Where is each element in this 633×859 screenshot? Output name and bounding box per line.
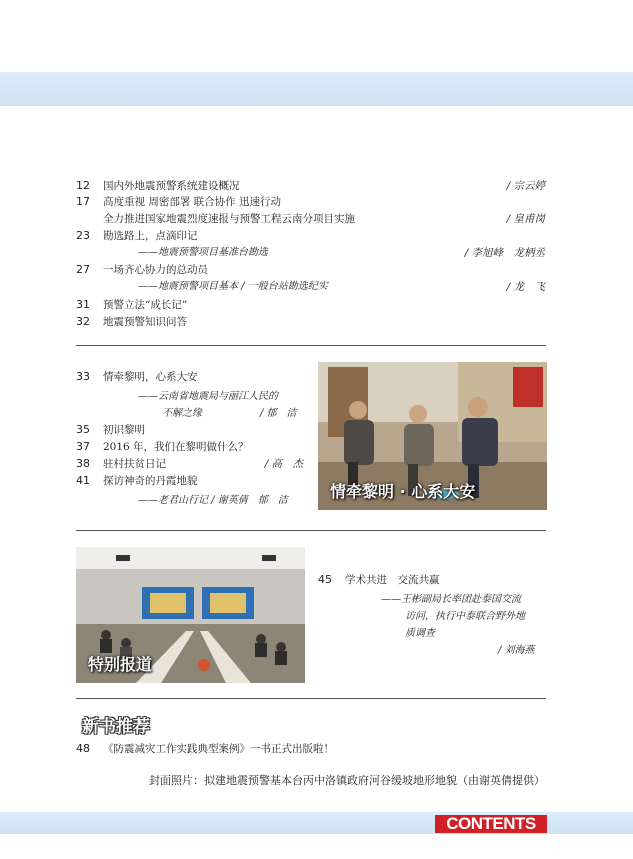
section-divider	[76, 530, 546, 531]
page-number: 23	[76, 229, 90, 242]
article-subtitle: ——地震预警项目基本 / 一般台站勘选纪实	[138, 281, 328, 292]
article-title: 驻村扶贫日记	[103, 458, 166, 470]
toc-item[interactable]	[76, 296, 545, 314]
toc-item[interactable]	[76, 368, 303, 386]
section-divider	[76, 698, 546, 699]
article-subtitle: ——云南省地震局与丽江人民的	[138, 391, 278, 402]
photo-caption: 特别报道	[88, 655, 153, 674]
page-number: 37	[76, 440, 90, 453]
toc-item-continued[interactable]	[76, 210, 545, 228]
toc-item-subtitle[interactable]	[76, 244, 545, 262]
page-number: 38	[76, 457, 90, 470]
page-number: 32	[76, 315, 90, 328]
contents-label: CONTENTS	[435, 815, 547, 833]
article-title: 勘选路上，点滴印记	[103, 230, 198, 242]
new-books-heading: 新书推荐	[82, 717, 150, 737]
article-author: / 皇甫岗	[506, 213, 545, 225]
article-author: / 李旭峰 龙柄丞	[464, 247, 545, 259]
cover-photo-note: 封面照片：拟建地震预警基本台丙中洛镇政府河谷缓坡地形地貌（由谢英倩提供）	[149, 774, 545, 787]
article-title: 高度重视 周密部署 联合协作 迅速行动	[103, 196, 282, 208]
photo-caption: 情牵黎明 · 心系大安	[330, 482, 476, 501]
article-author: / 宗云婷	[506, 180, 545, 192]
photo-village-visit	[318, 362, 547, 510]
article-author: / 龙 飞	[506, 281, 545, 293]
article-title: 情牵黎明，心系大安	[103, 371, 198, 383]
article-title: 预警立法“成长记”	[103, 299, 188, 311]
toc-item[interactable]	[76, 472, 303, 490]
article-title: 2016 年，我们在黎明做什么？	[103, 441, 249, 453]
article-subtitle-cont: 不解之缘	[162, 408, 202, 419]
page-number: 35	[76, 423, 90, 436]
article-subtitle-cont: 质调查	[405, 628, 435, 639]
photo-meeting-room	[76, 547, 305, 683]
article-title: 一场齐心协力的总动员	[103, 264, 208, 276]
article-title: 国内外地震预警系统建设概况	[103, 180, 240, 192]
toc-item[interactable]	[318, 571, 545, 589]
article-subtitle: ——王彬副局长率团赴泰国交流	[381, 594, 521, 605]
article-author: / 刘海燕	[498, 645, 535, 656]
page-number: 33	[76, 370, 90, 383]
article-title: 全力推进国家地震烈度速报与预警工程云南分项目实施	[103, 213, 355, 225]
toc-item[interactable]	[76, 313, 545, 331]
article-title: 地震预警知识问答	[103, 316, 187, 328]
toc-item[interactable]	[76, 455, 303, 473]
article-author: / 郁 洁	[260, 408, 297, 419]
toc-item[interactable]	[76, 261, 545, 279]
article-title: 《防震减灾工作实践典型案例》一书正式出版啦！	[103, 743, 334, 755]
article-title: 初识黎明	[103, 424, 145, 436]
page-number: 31	[76, 298, 90, 311]
toc-item[interactable]	[76, 438, 303, 456]
toc-item[interactable]	[76, 227, 545, 245]
toc-item[interactable]	[76, 193, 545, 211]
page-number: 41	[76, 474, 90, 487]
article-subtitle-cont: 访问，执行中泰联合野外地	[405, 611, 525, 622]
section-divider	[76, 345, 546, 346]
page-number: 17	[76, 195, 90, 208]
top-blue-band	[0, 72, 633, 106]
article-author: / 高 杰	[264, 458, 303, 470]
page-number: 48	[76, 742, 90, 755]
page-number: 27	[76, 263, 90, 276]
toc-item[interactable]	[76, 740, 545, 758]
page-number: 45	[318, 573, 332, 586]
toc-item-subtitle[interactable]	[76, 278, 545, 296]
article-subtitle: ——地震预警项目基准台勘选	[138, 247, 268, 258]
toc-item[interactable]	[76, 421, 303, 439]
article-title: 探访神奇的丹霞地貌	[103, 475, 198, 487]
article-subtitle: ——老君山行记 / 谢英倩 郁 洁	[138, 495, 288, 506]
article-title: 学术共进 交流共赢	[345, 574, 440, 586]
page-number: 12	[76, 179, 90, 192]
